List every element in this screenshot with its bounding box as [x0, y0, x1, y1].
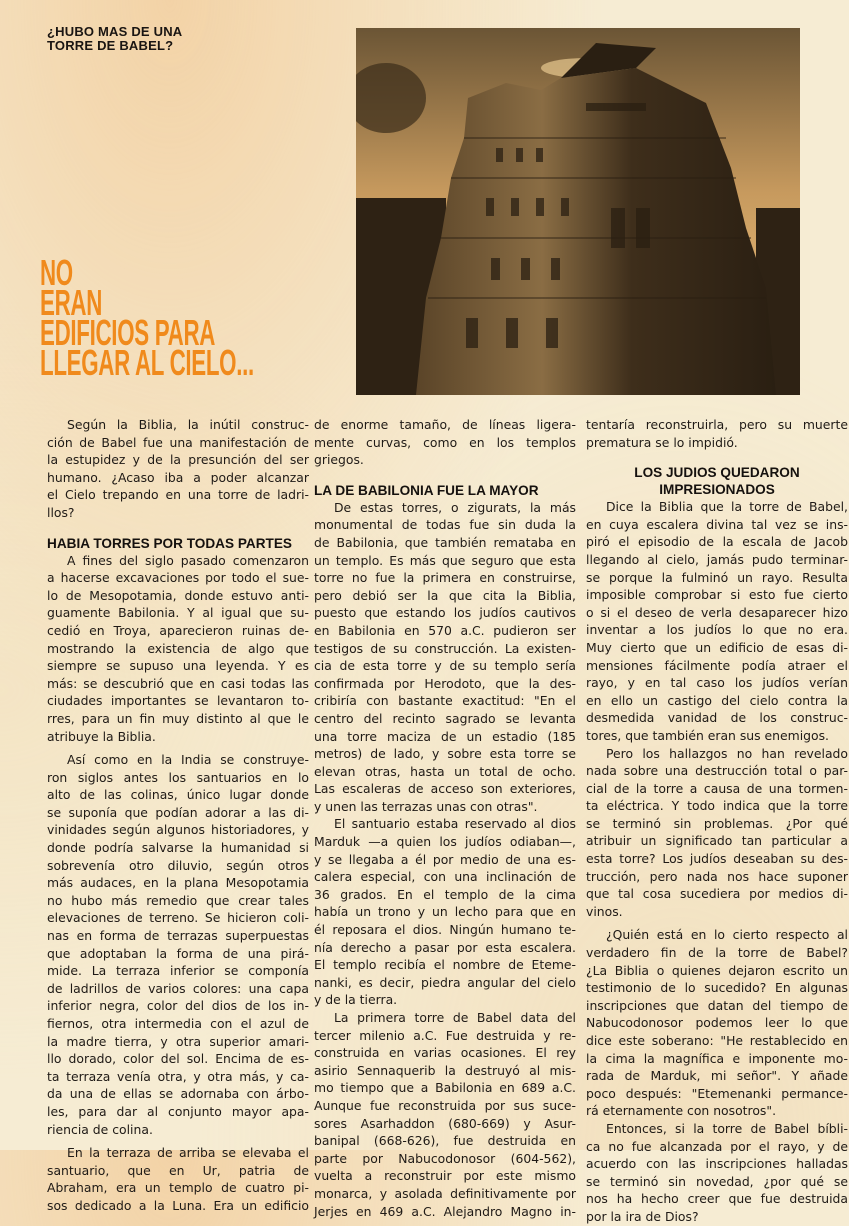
text-line: cia de esta torre y de su templo sería: [314, 658, 576, 674]
text-line: Aunque fue reconstruida por sus suce-: [314, 1097, 576, 1113]
text-line: piró el episodio de la escala de Jacob: [586, 534, 848, 550]
paragraph: [586, 926, 848, 1120]
text-line: mostrando la existencia de algo que: [47, 640, 309, 656]
text-line: cedió en Troya, aparecieron ruinas de-: [47, 622, 309, 638]
text-line: monumental de todas fue sin duda la: [314, 517, 576, 533]
text-line: en ello un castigo del cielo contra la: [586, 692, 848, 708]
text-line: atribuir un significado tan particular a: [586, 833, 848, 849]
tower-illustration: [356, 28, 800, 395]
text-line: verdadero fin de la torre de Babel?: [586, 945, 848, 961]
text-line: ron siglos antes los santuarios en lo: [47, 769, 309, 785]
text-line: más audaces, en la plana Mesopotamia: [47, 875, 309, 891]
text-line: siempre se supuso una leyenda. Y es: [47, 658, 309, 674]
text-line: rada de Marduk, mi señor". Y añade: [586, 1068, 848, 1084]
text-line: ¿Quién está en lo cierto respecto al: [606, 927, 848, 943]
text-line: dice este soberano: "He restablecido en: [586, 1033, 848, 1048]
paragraph-gap: [47, 522, 309, 535]
paragraph: [314, 1009, 576, 1220]
text-line: rayo, y en tal caso los judíos verían: [586, 675, 848, 691]
headline-line: LLEGAR AL CIELO...: [40, 342, 254, 383]
text-line: elevaciones de terreno. Se hicieron coli-: [47, 910, 309, 926]
text-line: no hubo más remedio que crear tales: [47, 892, 309, 908]
text-line: El santuario estaba reservado al dios: [334, 816, 576, 832]
section-heading-line: IMPRESIONADOS: [659, 482, 775, 498]
text-line: metros) de lado, y sobre esta torre se: [314, 746, 576, 762]
text-line: nos ha hecho creer que fue destruida: [586, 1191, 848, 1207]
section-heading-line: HABIA TORRES POR TODAS PARTES: [47, 535, 292, 551]
section-heading: [314, 482, 576, 499]
text-line: imposible comprobar si esto fue cierto: [586, 587, 848, 603]
text-line: o si el deseo de verla desaparecer hizo: [586, 604, 848, 620]
text-line: un templo. Es más que seguro que esta: [314, 552, 576, 568]
text-line: mide. La terraza inferior se componía: [47, 963, 309, 979]
text-line: de Babilonia, que también remataba en: [314, 534, 576, 550]
text-line: él reposara el dios. Ningún humano te-: [314, 922, 576, 938]
text-line: llos?: [47, 504, 75, 520]
text-line: Nabucodonosor podemos leer lo que: [586, 1015, 848, 1031]
text-line: Entonces, si la torre de Babel bíbli-: [606, 1120, 848, 1136]
headline-line: NO: [40, 252, 73, 293]
text-line: Abraham, era un templo de cuatro pi-: [47, 1180, 309, 1196]
text-line: la estupidez y de la presunción del ser: [47, 452, 309, 468]
text-line: testigos de su construcción. La existen-: [314, 640, 576, 656]
text-line: desmedida vanidad de los construc-: [586, 710, 848, 726]
headline-line: EDIFICIOS PARA: [40, 312, 216, 353]
text-line: Dice la Biblia que la torre de Babel,: [606, 499, 848, 515]
text-line: parte por Nabucodonosor (604-562),: [314, 1150, 576, 1166]
text-line: centro del recinto sagrado se levanta: [314, 710, 576, 726]
text-line: a hacerse excavaciones por todo el sue-: [47, 570, 309, 586]
text-line: y de la tierra.: [314, 992, 398, 1008]
text-line: les, para dar al conjunto mayor apa-: [47, 1103, 309, 1119]
text-line: atribuye la Biblia.: [47, 728, 156, 744]
text-line: da una de ellas se adornaba con árbo-: [47, 1086, 309, 1102]
text-line: inscripciones que datan del tiempo de: [586, 997, 848, 1013]
text-line: Marduk —a quien los judíos odiaban—,: [314, 834, 576, 850]
text-line: nada sobre una destrucción total o par-: [586, 763, 848, 779]
text-line: vuelta a reconstruir por este mismo: [314, 1168, 576, 1184]
text-line: La primera torre de Babel data del: [334, 1010, 576, 1025]
text-line: torre no fue la primera en construirse,: [314, 570, 576, 586]
text-line: mensiones fácilmente podía atraer el: [586, 657, 848, 673]
text-line: Así como en la India se construye-: [67, 752, 309, 768]
section-heading: [586, 464, 848, 498]
text-line: nía derecho a pasar por esta escalera.: [314, 939, 576, 955]
paragraph: [586, 498, 848, 744]
text-line: construida en varias ocasiones. El rey: [314, 1045, 576, 1061]
text-line: cial de la torre a causa de una tormen-: [586, 780, 848, 796]
text-line: había un trono y un lecho para que en: [314, 904, 576, 920]
article-column-1: [47, 416, 309, 1215]
text-line: poco después: "Etemenanki permance-: [586, 1085, 848, 1101]
text-line: 36 grados. En el templo de la cima: [314, 886, 576, 902]
text-line: inventar a los judíos lo que no era.: [586, 622, 848, 638]
text-line: el Cielo trepando en una torre de ladri-: [47, 487, 309, 503]
text-line: calera especial, con una inclinación de: [314, 869, 576, 885]
text-line: riencia de colina.: [47, 1121, 153, 1137]
text-line: mente curvas, como en los templos: [314, 434, 576, 450]
kicker-line: TORRE DE BABEL?: [47, 38, 174, 53]
text-line: testimonio de lo sucedido? En algunas: [586, 980, 848, 996]
text-line: rres, para un fin muy distinto al que le: [47, 710, 309, 726]
text-line: nas en forma de terrazas superpuestas: [47, 928, 309, 944]
text-line: acuerdo con las inscripciones halladas: [586, 1156, 848, 1172]
text-line: esta torre? Los judíos deseaban su des-: [586, 851, 848, 867]
text-line: Jerjes en 469 a.C. Alejandro Magno in-: [314, 1203, 576, 1219]
text-line: vinos.: [586, 903, 623, 919]
text-line: De estas torres, o zigurats, la más: [334, 499, 576, 515]
text-line: monarca, y asolada definitivamente por: [314, 1185, 576, 1201]
text-line: de enorme tamaño, de líneas ligera-: [314, 417, 576, 432]
text-line: Pero los hallazgos no han revelado: [606, 745, 848, 761]
paragraph: [586, 745, 848, 921]
text-line: ta eléctrica. Y todo indica que la torre: [586, 798, 848, 814]
text-line: donde podría salvarse la humanidad si: [47, 840, 309, 856]
text-line: llegando al cielo, jamás pudo terminar-: [586, 551, 848, 567]
text-line: prematura se lo impidió.: [586, 434, 738, 450]
paragraph-gap: [314, 469, 576, 482]
text-line: sores Asarhaddon (680-669) y Asur-: [314, 1115, 576, 1131]
text-line: en cuya escalera divina tal vez se ins-: [586, 516, 848, 532]
text-line: trucción, pero nada nos hace suponer: [586, 868, 848, 884]
text-line: se terminó sin novedad, ¿por qué se: [586, 1173, 848, 1189]
text-line: mo tiempo que a Babilonia en 689 a.C.: [314, 1080, 576, 1096]
text-line: tercer milenio a.C. Fue destruida y re-: [314, 1027, 576, 1043]
text-line: la cima la magnífica e imponente mo-: [586, 1050, 848, 1066]
text-line: sobrevenía otro diluvio, según otros: [47, 857, 309, 873]
text-line: ta terraza venía otra, y otra más, y ca-: [47, 1068, 309, 1084]
text-line: El templo recibía el nombre de Eteme-: [314, 957, 576, 973]
text-line: pero debió ser la que cita la Biblia,: [314, 587, 576, 603]
text-line: cribiría con bastante exactitud: "En el: [314, 693, 576, 709]
text-line: y unen las terrazas unas con otras".: [314, 798, 538, 814]
text-line: que adoptaban la forma de una pirá-: [47, 945, 309, 961]
tower-of-babel-photo: [356, 28, 800, 395]
text-line: por la ira de Dios?: [586, 1208, 699, 1224]
text-line: ca no fue alcanzada por el rayo, y de: [586, 1138, 848, 1154]
kicker-line: ¿HUBO MAS DE UNA: [47, 24, 183, 39]
text-line: Según la Biblia, la inútil construc-: [67, 417, 309, 432]
text-line: llo dorado, color del sol. Encima de es-: [47, 1051, 309, 1067]
text-line: humano. ¿Acaso iba a poder alcanzar: [47, 469, 309, 485]
section-heading-line: LOS JUDIOS QUEDARON: [634, 465, 800, 481]
text-line: vinidades según algunos historiadores, y: [47, 822, 309, 838]
text-line: banipal (668-626), fue destruida en: [314, 1133, 576, 1149]
text-line: ción de Babel fue una manifestación de: [47, 434, 309, 450]
text-line: de ladrillos de varios colores: una capa: [47, 980, 309, 996]
text-line: confirmada por Herodoto, que la des-: [314, 675, 576, 691]
text-line: A fines del siglo pasado comenzaron: [67, 552, 309, 568]
headline-line: ERAN: [40, 282, 103, 323]
text-line: una torre maciza de un estadio (185: [314, 728, 576, 744]
paragraph: [47, 552, 309, 746]
text-line: En la terraza de arriba se elevaba el: [67, 1145, 309, 1161]
paragraph: [47, 751, 309, 1138]
headline: [40, 252, 254, 383]
paragraph-gap: [586, 451, 848, 464]
text-line: fiernos, otra intermedia con el azul de: [47, 1016, 309, 1031]
text-line: tentaría reconstruirla, pero su muerte: [586, 417, 848, 432]
text-line: y se llegaba a él por medio de una es-: [314, 851, 576, 867]
text-line: inferior negra, color del dios de los in-: [47, 998, 309, 1014]
text-line: rá eternamente con nosotros".: [586, 1103, 777, 1119]
text-line: guamente Babilonia. Y al igual que su-: [47, 605, 309, 621]
text-line: sos dedicado a la Luna. Era un edificio: [47, 1197, 309, 1213]
paragraph: [47, 1144, 309, 1214]
text-line: la madre tierra, y otra superior amari-: [47, 1033, 309, 1049]
text-line: santuario, que en Ur, patria de: [47, 1162, 309, 1178]
kicker-question: [47, 25, 182, 53]
text-line: tores, que también eran sus enemigos.: [586, 727, 829, 743]
paragraph: [586, 416, 848, 451]
paragraph: [47, 416, 309, 522]
text-line: elevan otras, hasta un total de ocho.: [314, 763, 576, 779]
article-column-3: [586, 416, 848, 1226]
text-line: se terminó sin problemas. ¿Por qué: [586, 815, 848, 831]
text-line: alto de las colinas, único lugar donde: [47, 787, 309, 803]
text-line: que tal cosa sucediera por medios di-: [586, 886, 848, 902]
section-heading: [47, 535, 309, 552]
section-heading-line: LA DE BABILONIA FUE LA MAYOR: [314, 482, 539, 498]
text-line: en Babilonia en 570 a.C. pudieron ser: [314, 622, 576, 638]
text-line: nanki, es decir, piedra angular del cielo: [314, 974, 576, 990]
paragraph: [314, 499, 576, 816]
text-line: se porque la fulminó un rayo. Resulta: [586, 569, 848, 585]
paragraph: [314, 815, 576, 1009]
text-line: lo de Mesopotamia, donde estuvo anti-: [47, 587, 309, 603]
text-line: ciudades importantes se levantaron to-: [47, 693, 309, 709]
text-line: Las escaleras de acceso son exteriores,: [314, 781, 576, 797]
paragraph: [314, 416, 576, 469]
text-line: puesto que estando los judíos cautivos: [314, 605, 576, 621]
article-column-2: [314, 416, 576, 1220]
text-line: Muy cierto que un edificio de esas di-: [586, 639, 848, 655]
text-line: ¿La Biblia o quienes dejaron escrito un: [586, 962, 848, 978]
text-line: griegos.: [314, 452, 364, 468]
text-line: se suponía que podían adorar a las di-: [47, 804, 309, 820]
paragraph: [586, 1120, 848, 1226]
text-line: asirio Sennaquerib la destruyó al mis-: [314, 1062, 576, 1078]
text-line: más: se descubrió que en casi todas las: [47, 675, 309, 691]
